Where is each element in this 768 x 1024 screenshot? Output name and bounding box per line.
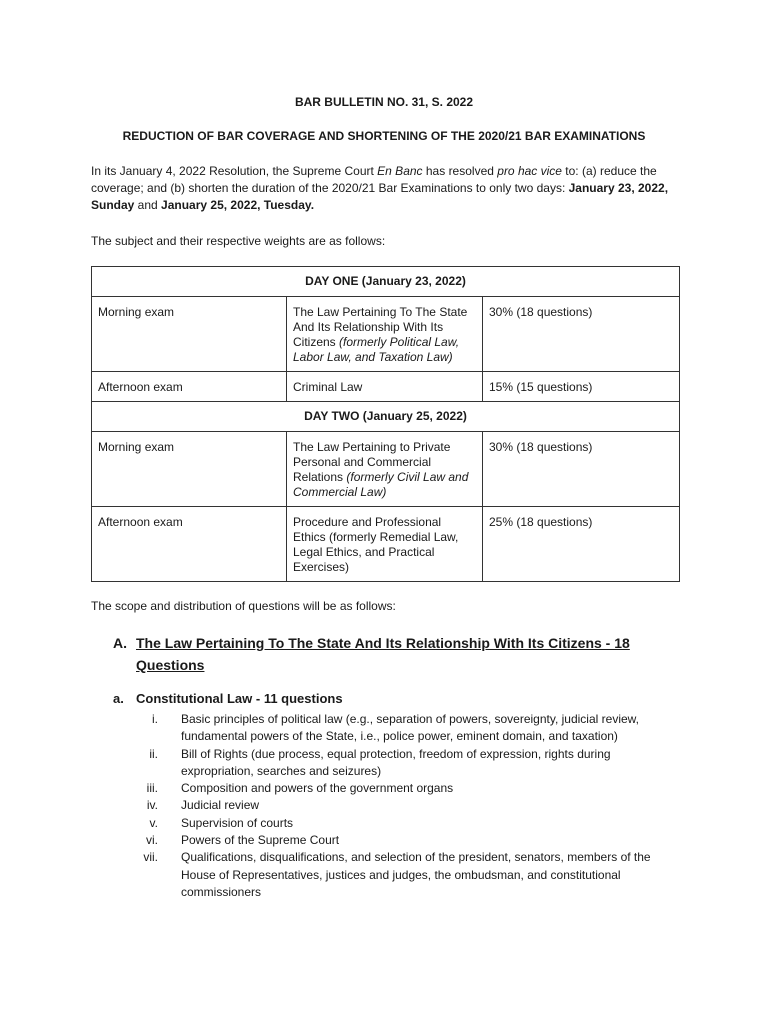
subsection-letter: a.: [113, 691, 124, 706]
scope-intro: The scope and distribution of questions will be as follows:: [91, 599, 396, 613]
list-item: [138, 746, 678, 781]
session-cell: Morning exam: [92, 297, 287, 372]
weight-cell: 30% (18 questions): [483, 297, 680, 372]
table-row: [92, 432, 680, 507]
subject-note: (formerly Civil Law and Commercial Law): [293, 470, 469, 499]
session-cell: Afternoon exam: [92, 507, 287, 582]
subject-text: The Law Pertaining To The State And Its Relationship With Its Citizens: [293, 305, 468, 349]
item-number: v.: [149, 815, 158, 830]
item-number: iv.: [146, 798, 158, 813]
subject-text: The Law Pertaining to Private Personal and Commercial Relations: [293, 440, 451, 484]
item-text: Powers of the Supreme Court: [181, 833, 340, 848]
intro-en-banc: En Banc: [377, 164, 423, 178]
item-number: iii.: [146, 781, 158, 796]
weight-cell: 15% (15 questions): [483, 372, 680, 402]
section-title: The Law Pertaining To The State And Its Relationship With Its Citizens - 18 Questions: [136, 635, 630, 673]
session-cell: Morning exam: [92, 432, 287, 507]
list-item: [138, 849, 678, 901]
intro-text-2: has resolved: [422, 164, 498, 178]
list-item: [138, 815, 678, 832]
item-number: ii.: [149, 746, 158, 761]
list-item: [138, 797, 678, 814]
item-number: vii.: [143, 850, 158, 865]
item-text: Bill of Rights (due process, equal protection, freedom of expression, rights during expropriation, searches and seizures): [181, 746, 611, 778]
table-row: [92, 267, 680, 297]
item-text: Basic principles of political law (e.g., separation of powers, sovereignty, judicial review, fundamental powers of the State, i.e., police power, eminent domain, and taxation): [181, 712, 639, 744]
bulletin-subtitle: REDUCTION OF BAR COVERAGE AND SHORTENING OF THE 2020/21 BAR EXAMINATIONS: [122, 129, 646, 143]
subject-note: (formerly Political Law, Labor Law, and Taxation Law): [293, 335, 460, 364]
bulletin-title: BAR BULLETIN NO. 31, S. 2022: [294, 95, 474, 109]
item-text: Composition and powers of the government organs: [181, 781, 454, 796]
intro-text-1: In its January 4, 2022 Resolution, the Supreme Court: [91, 164, 378, 178]
intro-text-3: to: (a) reduce the coverage; and (b) shorten the duration of the 2020/21 Bar Examinations to only two days:: [91, 164, 657, 195]
schedule-table: [91, 266, 680, 582]
section-letter: A.: [113, 635, 127, 651]
intro-and: and: [134, 198, 162, 212]
subject-cell: [287, 432, 483, 507]
day-two-header: DAY TWO (January 25, 2022): [92, 402, 680, 432]
list-item: [138, 832, 678, 849]
table-row: [92, 297, 680, 372]
intro-pro-hac-vice: pro hac vice: [497, 164, 562, 178]
subjects-intro: The subject and their respective weights are as follows:: [91, 234, 386, 248]
item-text: Qualifications, disqualifications, and selection of the president, senators, members of the House of Representatives, justices and judges, the ombudsman, and constitutional commissioners: [181, 850, 651, 899]
session-cell: Afternoon exam: [92, 372, 287, 402]
table-row: [92, 402, 680, 432]
constitutional-law-list: [138, 711, 678, 901]
list-item: [138, 780, 678, 797]
table-row: [92, 372, 680, 402]
list-item: [138, 711, 678, 746]
intro-paragraph: [91, 163, 681, 214]
weight-cell: 25% (18 questions): [483, 507, 680, 582]
subsection-title: Constitutional Law - 11 questions: [136, 691, 343, 706]
item-text: Judicial review: [181, 798, 260, 813]
subject-cell: Procedure and Professional Ethics (formerly Remedial Law, Legal Ethics, and Practical Exercises): [287, 507, 483, 582]
weight-cell: 30% (18 questions): [483, 432, 680, 507]
day-one-header: DAY ONE (January 23, 2022): [92, 267, 680, 297]
table-row: [92, 507, 680, 582]
item-text: Supervision of courts: [181, 815, 294, 830]
subject-cell: Criminal Law: [287, 372, 483, 402]
intro-date-2: January 25, 2022, Tuesday.: [161, 198, 315, 212]
subject-cell: [287, 297, 483, 372]
item-number: i.: [152, 712, 158, 726]
item-number: vi.: [146, 833, 158, 848]
intro-date-1: January 23, 2022, Sunday: [91, 181, 669, 212]
